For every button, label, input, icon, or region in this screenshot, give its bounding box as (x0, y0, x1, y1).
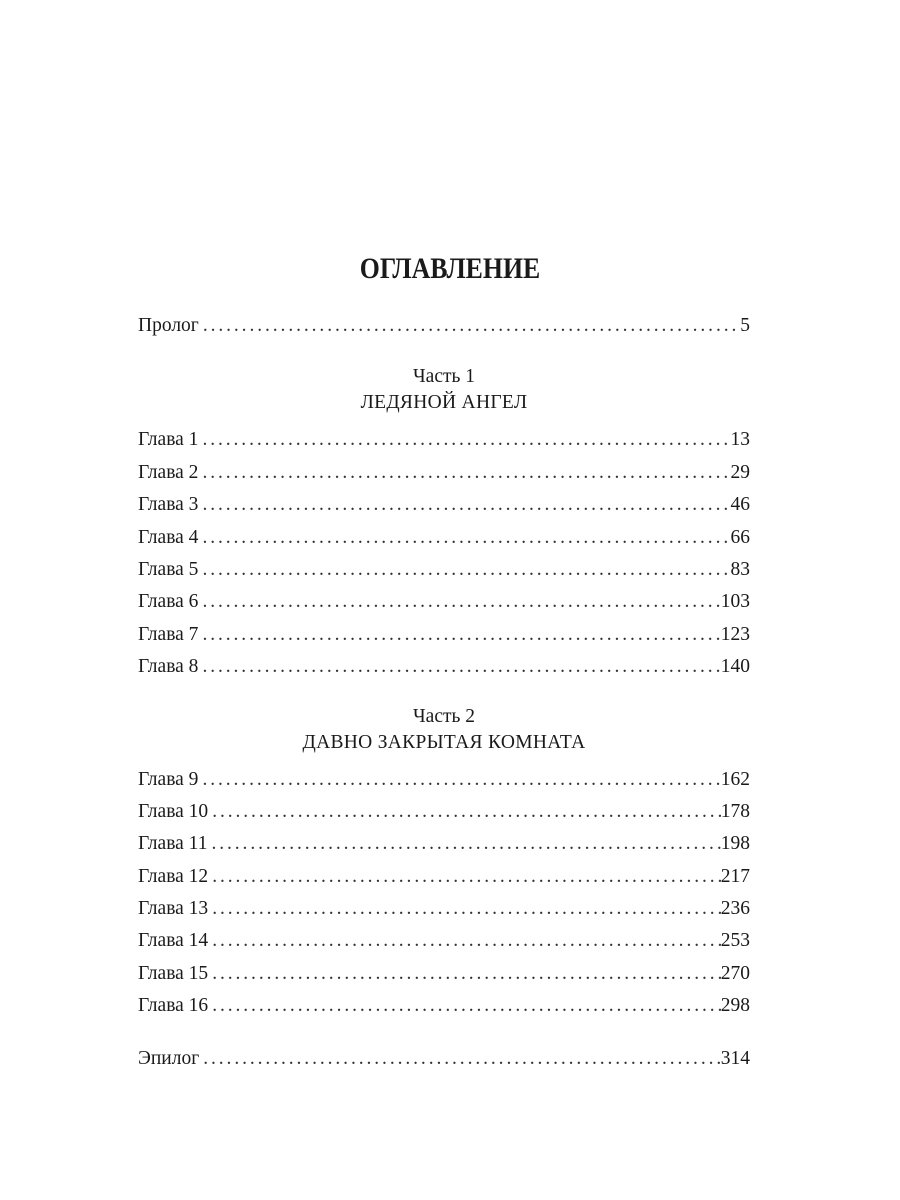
toc-entry-page: 270 (720, 962, 750, 984)
toc-entry-page: 5 (740, 315, 750, 336)
toc-entry-label: Пролог (138, 315, 199, 336)
toc-entry-page: 217 (720, 865, 750, 887)
toc-entry-label: Глава 14 (138, 930, 209, 952)
toc-entry-chapter-13 (138, 893, 750, 925)
toc-entry-page: 140 (720, 656, 750, 678)
toc-entry-page: 66 (730, 526, 750, 548)
dot-leader (198, 424, 730, 456)
dot-leader (198, 764, 720, 796)
toc-entry-chapter-15 (138, 958, 750, 990)
toc-entry-page: 298 (720, 995, 750, 1017)
toc-entry-label: Глава 1 (138, 429, 199, 451)
dot-leader (208, 990, 721, 1022)
toc-entry-page: 46 (730, 494, 750, 516)
toc-entry-label: Эпилог (138, 1047, 200, 1069)
part-name: ДАВНО ЗАКРЫТАЯ КОМНАТА (302, 731, 586, 753)
dot-leader (199, 1043, 721, 1075)
toc-entry-chapter-16 (138, 990, 750, 1022)
toc-entry-page: 13 (730, 429, 750, 451)
dot-leader (208, 893, 721, 925)
dot-leader (207, 828, 720, 860)
toc-entry-chapter-6 (138, 586, 750, 618)
toc-entry-label: Глава 2 (138, 461, 199, 483)
toc-entry-chapter-7 (138, 619, 750, 651)
dot-leader (198, 554, 730, 586)
dot-leader (198, 651, 720, 683)
dot-leader (198, 489, 730, 521)
toc-entry-chapter-4 (138, 522, 750, 554)
toc-entry-page: 29 (730, 461, 750, 483)
toc-entry-label: Глава 13 (138, 898, 209, 920)
toc-entry-label: Глава 10 (138, 800, 209, 822)
part-heading-2 (138, 704, 750, 756)
toc-entry-label: Глава 12 (138, 865, 209, 887)
toc-entry-page: 198 (720, 833, 750, 855)
toc-entry-page: 236 (720, 898, 750, 920)
toc-entry-chapter-12 (138, 861, 750, 893)
part-number: Часть 1 (412, 366, 476, 388)
dot-leader (198, 522, 730, 554)
toc-title: ОГЛАВЛЕНИЕ (359, 252, 541, 285)
toc-entry-chapter-2 (138, 457, 750, 489)
part-number: Часть 2 (412, 705, 476, 727)
toc-entry-chapter-14 (138, 925, 750, 957)
toc-entry-page: 162 (720, 768, 750, 790)
toc-entry-page: 253 (720, 930, 750, 952)
part-name: ЛЕДЯНОЙ АНГЕЛ (360, 392, 528, 414)
dot-leader (198, 586, 720, 618)
part-heading-1 (138, 364, 750, 416)
dot-leader (208, 861, 721, 893)
toc-entry-epilogue (138, 1043, 750, 1075)
dot-leader (198, 619, 720, 651)
toc-entry-label: Глава 7 (138, 623, 199, 645)
toc-entry-label: Глава 6 (138, 591, 199, 613)
toc-entry-label: Глава 5 (138, 558, 199, 580)
toc-entry-chapter-8 (138, 651, 750, 683)
dot-leader (208, 796, 721, 828)
toc-entry-label: Глава 16 (138, 995, 209, 1017)
toc-entry-page: 83 (730, 558, 750, 580)
toc-entry-label: Глава 8 (138, 656, 199, 678)
toc-entry-prologue (138, 310, 750, 342)
toc-entry-chapter-5 (138, 554, 750, 586)
table-of-contents (138, 310, 750, 1075)
dot-leader (208, 958, 721, 990)
toc-entry-chapter-1 (138, 424, 750, 456)
dot-leader (208, 925, 721, 957)
toc-entry-label: Глава 3 (138, 494, 199, 516)
toc-entry-page: 123 (720, 623, 750, 645)
toc-entry-page: 178 (720, 800, 750, 822)
toc-entry-chapter-11 (138, 828, 750, 860)
toc-entry-label: Глава 9 (138, 768, 199, 790)
toc-entry-chapter-9 (138, 764, 750, 796)
dot-leader (199, 310, 740, 342)
toc-entry-label: Глава 15 (138, 962, 209, 984)
toc-entry-chapter-3 (138, 489, 750, 521)
toc-entry-label: Глава 11 (138, 833, 208, 855)
toc-entry-page: 103 (720, 591, 750, 613)
toc-entry-chapter-10 (138, 796, 750, 828)
dot-leader (198, 457, 730, 489)
toc-entry-label: Глава 4 (138, 526, 199, 548)
toc-entry-page: 314 (720, 1047, 750, 1069)
